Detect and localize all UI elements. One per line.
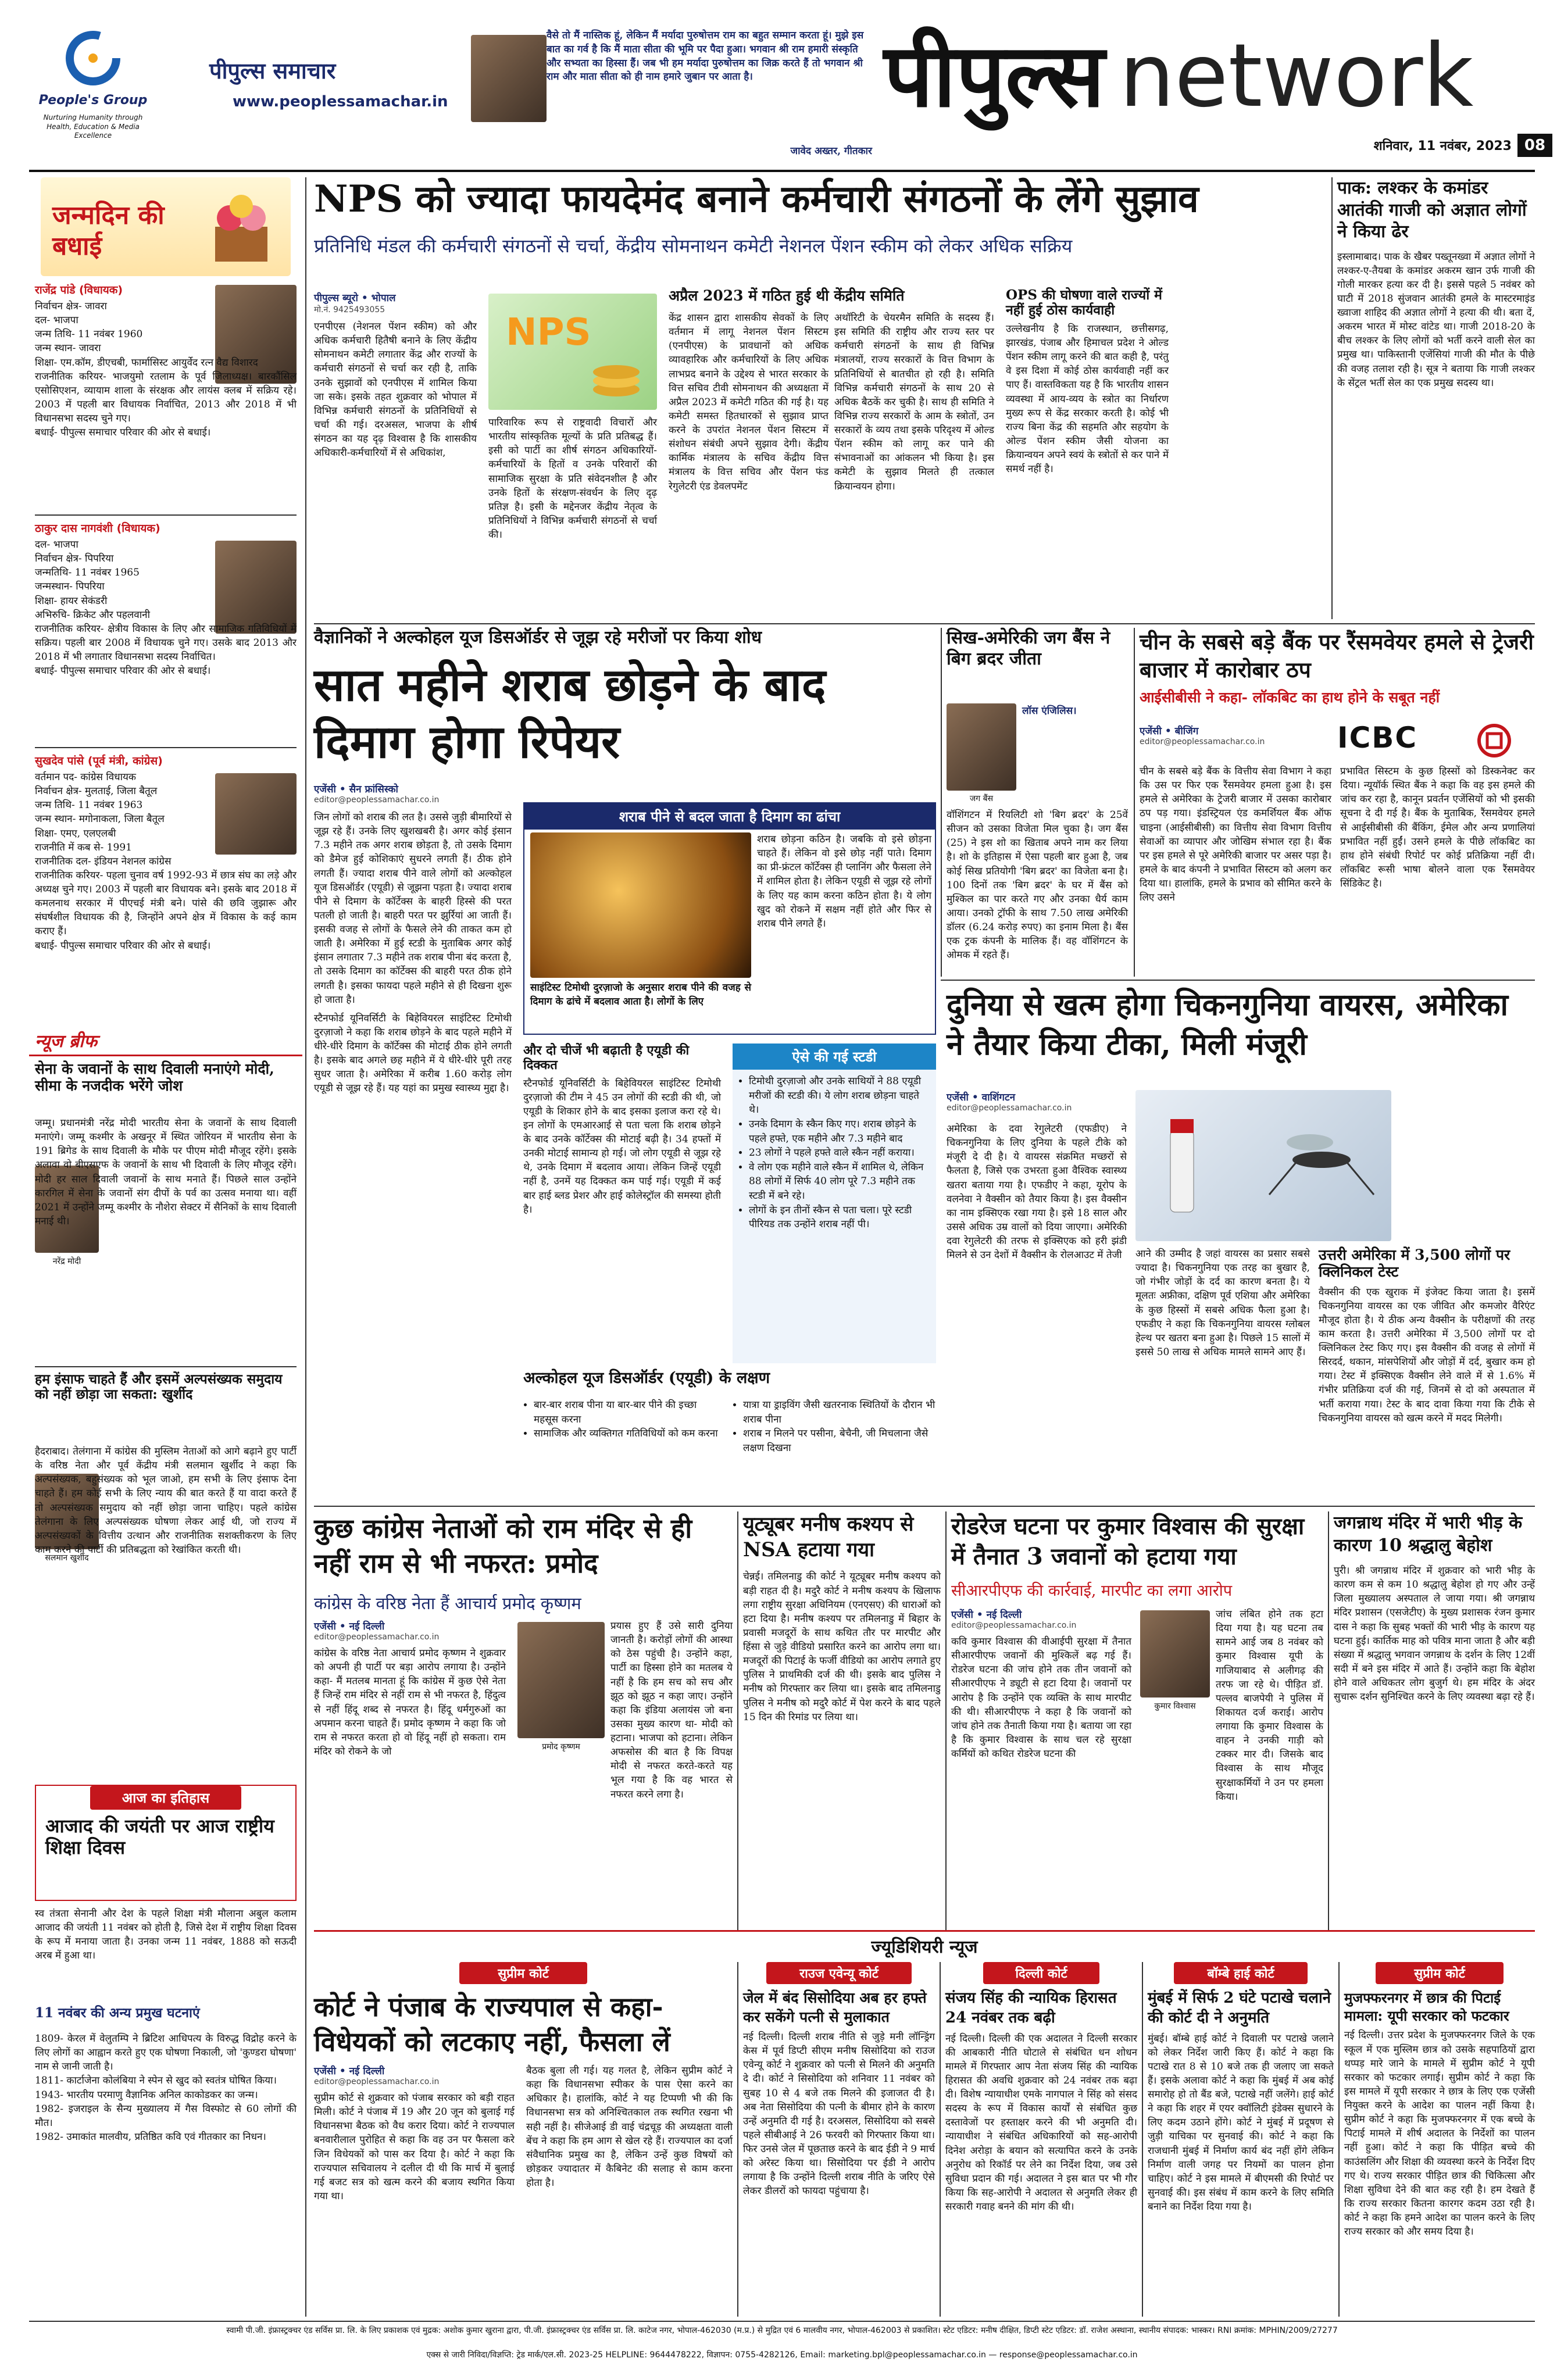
list-item: • उनके दिमाग के स्कैन किए गए। शराब छोड़ने के पहले हफ्ते, एक महीने और 7.3 महीने बाद [749,1117,930,1146]
delhi-tag: दिल्ली कोर्ट [983,1962,1099,1984]
brief-1-text: जम्मू। प्रधानमंत्री नरेंद्र मोदी भारतीय सेना के जवानों के साथ दिवाली मनाएंगे। जम्मू कश्मीर के अखनूर में स्थित जोरियन में भारतीय सेना के 191 ब्रिगेड के साथ दिवाली के मौके पर पीएम मोदी मौजूद रहेंगे। इसके अलावा वो बीएसएफ के जवानों के साथ भी दिवाली के लिए मौजूद रहेंगे। मोदी हर साल दिवाली जवानों के साथ मनाते हैं। पिछले साल उन्होंने कारगिल में सेना के जवानों संग दीपों के पर्व का उत्सव मनाया था। वहीं 2021 में उन्होंने जम्मू कश्मीर के नौशेरा सेक्टर में सैनिकों के साथ दिवाली मनाई थी। [35,1117,297,1227]
list-item: • शराब न मिलने पर पसीना, बेचैनी, जी मिचलाना जैसे लक्षण दिखना [743,1427,936,1455]
jag-bains-caption: जग बैंस [969,794,994,803]
brief-1-headline: सेना के जवानों के साथ दिवाली मनाएंगे मोदी, सीमा के नजदीक भरेंगे जोश [35,1060,274,1094]
brain-box-text: शराब छोड़ना कठिन है। जबकि वो इसे छोड़ना चाहते हैं। लेकिन वो इसे छोड़ नहीं पाते। दिमाग का प्री-फ्रंटल कॉर्टेक्स ही प्लानिंग और फैसला लेने में शामिल होता है। लेकिन एयूडी से जूझ रहे लोगों के लिए यह काम करना कठिन होता है। ये लोग खुद को रोकने में सक्षम नहीं होते और फिर से शराब पीने लगते हैं। [757,834,931,930]
column-rule [737,1962,738,2317]
column-rule [940,1962,941,2317]
chik-col2: आने की उम्मीद है जहां वायरस का प्रसार सबसे ज्यादा है। चिकनगुनिया एक तरह का बुखार है, जो गंभीर जोड़ों के दर्द का कारण बनता है। ये मूलतः अफ्रीका, दक्षिण पूर्व एशिया और अमेरिका के कुछ हिस्सों में सबसे अधिक फैला हुआ है। एफडीए ने कहा कि चिकनगुनिया वायरस ग्लोबल हेल्थ पर खतरा बना हुआ है। पिछले 15 सालों में इससे 50 लाख से अधिक मामले सामने आए हैं। [1135,1248,1310,1358]
masthead-rule [29,170,1535,172]
study-list [733,1070,936,1237]
jagannath-text: पुरी। श्री जगन्नाथ मंदिर में शुक्रवार को भारी भीड़ के कारण कम से कम 10 श्रद्धालु बेहोश हो गए और उन्हें जिला मुख्यालय अस्पताल ले जाया गया। श्री जगन्नाथ मंदिर प्रशासन (एसजेटीए) के मुख्य प्रशासक रंजन कुमार दास ने कहा कि सुबह भक्तों की भारी भीड़ के कारण यह घटना हुई। कार्तिक माह को पवित्र माना जाता है और बड़ी संख्या में श्रद्धालु भगवान जगन्नाथ के दर्शन के लिए 12वीं सदी में बने इस मंदिर में आते हैं। उन्होंने कहा कि बेहोश होने वाले अधिकतर लोग बुजुर्ग थे। हम मंदिर के अंदर सुचारू दर्शन सुनिश्चित करने के लिए व्यवस्था बढ़ा रहे हैं। [1334,1565,1535,1703]
divider [35,1366,297,1367]
birthday-person-2-details: दल- भाजपा निर्वाचन क्षेत्र- पिपरिया जन्मतिथि- 11 नवंबर 1965 जन्मस्थान- पिपरिया शिक्षा- हायर सेकंडरी अभिरुचि- क्रिकेट और पहलवानी राजनीतिक करियर- क्षेत्रीय विकास के लिए और सामाजिक गतिविधियों में सक्रिय। पहली बार 2008 में विधायक चुने गए। उसके बाद 2013 और 2018 में भी लगातार विधानसभा सदस्य निर्वाचित। बधाई- पीपुल्स समाचार परिवार की ओर से बधाई। [35,539,297,677]
nps-col4: OPS की घोषणा वाले राज्यों में नहीं हुई ठोस कार्यवाही उल्लेखनीय है कि राजस्थान, छत्तीसगढ़, झारखंड, पंजाब और हिमाचल प्रदेश ने ओल्ड पेंशन स्कीम लागू करने की बात कही है, परंतु वे इस दिशा में कोई ठोस कार्यवाही नहीं कर पाए हैं। वास्तविकता यह है कि भारतीय शासन व्यवस्था में आय-व्यय के स्त्रोत का निर्धारण मुख्य रूप से केंद्र सरकार करती है। कोई भी राज्य बिना केंद्र की सहमति और सहयोग के ओल्ड पेंशन स्कीम जैसी योजना का क्रियान्वयन अपने स्वयं के स्त्रोतों से कर पाने में समर्थ नहीं है। [1006,287,1169,476]
pak-story [1337,177,1535,619]
nps-subhead: प्रतिनिधि मंडल की कर्मचारी संगठनों से चर्चा, केंद्रीय सोमनाथन कमेटी नेशनल पेंशन स्कीम को लेकर अधिक सक्रिय [314,235,1073,257]
alcohol-headline: सात महीने शराब छोड़ने के बाद दिमाग होगा रिपेयर [314,659,826,769]
judiciary-bombay-story [1148,1962,1334,2317]
bank-story [1140,628,1535,977]
vaccine-vial-icon [1159,1113,1205,1218]
kumar-col1: एजेंसी • नई दिल्ली editor@peoplessamachar.co.in कवि कुमार विश्वास की वीआईपी सुरक्षा में तैनात सीआरपीएफ जवानों की मुश्किलें बढ़ गई हैं। रोडरेज घटना की जांच होने तक तीन जवानों को सीआरपीएफ ने ड्यूटी से हटा दिया है। जवानों पर आरोप है कि उन्होंने एक व्यक्ति के साथ मारपीट की थी। सीआरपीएफ ने कहा है कि जवानों को जांच होने तक तैनाती किया गया है। बताया जा रहा है कि कुमार विश्वास के साथ चल रहे सुरक्षा कर्मियों को कथित रोडरेज घटना की [951,1609,1131,1760]
ram-headline: कुछ कांग्रेस नेताओं को राम मंदिर से ही नहीं राम से भी नफरत: प्रमोद [314,1513,692,1579]
bank-col1: चीन के सबसे बड़े बैंक के वित्तीय सेवा विभाग ने कहा कि उस पर फिर एक रैंसमवेयर हमला हुआ है। इस हमले से अमेरिका के ट्रेजरी बाजार में उसका कारोबार ठप पड़ गया। इंडस्ट्रियल एंड कमर्शियल बैंक ऑफ चाइना (आईसीबीसी) का वित्तीय सेवा विभाग वित्तीय सेवाओं का व्यापार और जोखिम संभाल रहा है। बैंक पर इस हमले से पूरे अमेरिकी बाजार पर असर पड़ा है। हमले के बाद कंपनी ने प्रभावित सिस्टम को अलग कर दिया था। हालांकि, हमले के प्रभाव को सीमित करने के लिए उसने [1140,766,1331,904]
kumar-caption: कुमार विश्वास [1154,1702,1196,1711]
delhi-text: नई दिल्ली। दिल्ली की एक अदालत ने दिल्ली सरकार की आबकारी नीति घोटाले से संबंधित धन शोधन मामले में गिरफ्तार आप नेता संजय सिंह की न्यायिक हिरासत की अवधि शुक्रवार को 24 नवंबर तक बढ़ा दी। विशेष न्यायाधीश एमके नागपाल ने सिंह को संसद सदस्य के रूप में विकास कार्यों से संबंधित कुछ दस्तावेजों पर हस्ताक्षर करने की भी अनुमति दी। न्यायाधीश ने संबंधित अधिकारियों को सह-आरोपी दिनेश अरोड़ा के बयान को सत्यापित करने के उनके अनुरोध को रिकॉर्ड पर लेने का निर्देश दिया, जब उसे सुविधा प्रदान की गई। अदालत ने इस बात पर भी गौर किया कि सह-आरोपी ने अदालत से अनुमति लेकर ही सरकारी गवाह बनने की मांग की थी। [945,2032,1137,2213]
bank-col2: प्रभावित सिस्टम के कुछ हिस्सों को डिस्कनेक्ट कर दिया। न्यूयॉर्क स्थित बैंक ने कहा कि वह इस हमले की जांच कर रहा है, कानून प्रवर्तन एजेंसियों को भी इसकी सूचना दे दी गई है। बैंक के मुताबिक, रैंसमवेयर हमले से आईसीबीसी की बैंकिंग, ईमेल और अन्य प्रणालियां प्रभावित नहीं हुईं। उसने हमले के पीछे लॉकबिट का हाथ होने संबंधी रिपोर्ट पर कोई प्रतिक्रिया नहीं दी। लॉकबिट रूसी भाषा बोलने वाला एक रैंसमवेयर सिंडिकेट है। [1340,766,1535,889]
bank-byline-block: एजेंसी • बीजिंग editor@peoplessamachar.co.in [1140,726,1265,746]
ram-story [314,1511,733,1930]
brief-2-headline: हम इंसाफ चाहते हैं और इसमें अल्पसंख्यक समुदाय को नहीं छोड़ा जा सकता: खुर्शीद [35,1371,283,1403]
column-rule [1331,177,1333,619]
sc2-tag: सुप्रीम कोर्ट [1376,1962,1504,1984]
column-rule [305,177,306,2317]
bombay-tag: बॉम्बे हाई कोर्ट [1174,1962,1308,1984]
history-title: आजाद की जयंती पर आज राष्ट्रीय शिक्षा दिवस [45,1815,274,1859]
quote-text: वैसे तो मैं नास्तिक हूं, लेकिन मैं मर्यादा पुरुषोत्तम राम का बहुत सम्मान करता हूं। मुझे इस बात का गर्व है कि मैं माता सीता की भूमि पर पैदा हुआ। भगवान श्री राम हमारी संस्कृति और सभ्यता का हिस्सा हैं। जब भी हम मर्यादा पुरुषोत्तम का जिक्र करते हैं तो भगवान श्री राम और माता सीता को ही नाम हमारे जुबान पर आता है। [547,30,864,83]
sc2-text: नई दिल्ली। उत्तर प्रदेश के मुजफ्फरनगर जिले के एक स्कूल में एक मुस्लिम छात्र को उसके सहपाठियों द्वारा थप्पड़ मारे जाने के मामले में सुप्रीम कोर्ट ने यूपी सरकार को फटकार लगाई। सुप्रीम कोर्ट ने कहा कि इस मामले में यूपी सरकार ने छात्र के लिए एक एजेंसी नियुक्त करने के आदेश का पालन नहीं किया है। सुप्रीम कोर्ट ने कहा कि मुजफ्फरनगर में एक बच्चे के पिटाई मामले में शीर्ष अदालत के निर्देशों का पालन नहीं हुआ। कोर्ट ने कहा कि पीड़ित बच्चे की काउंसलिंग और शिक्षा की व्यवस्था करने के निर्देश दिए गए थे। राज्य सरकार पीड़ित छात्र की चिकित्सा और शिक्षा सुविधा देने की बात कह रही है। हम देखते हैं कि राज्य सरकार कितना कारगर कदम उठा रही है। कोर्ट ने कहा कि हमने आदेश का पालन करने के लिए राज्य सरकार को और समय दिया है। [1344,2029,1535,2238]
column-rule [1328,1511,1329,1930]
chik-side: उत्तरी अमेरिका में 3,500 लोगों पर क्लिनिकल टेस्ट वैक्सीन की एक खुराक में इंजेक्ट किया जाता है। इसमें चिकनगुनिया वायरस का एक जीवित और कमजोर वैरिएंट मौजूद होता है। ये ठीक अन्य वैक्सीन के परीक्षणों की तरह काम करता है। उत्तरी अमेरिका में 3,500 लोगों पर दो क्लिनिकल टेस्ट किए गए। इस वैक्सीन की वजह से लोगों में सिरदर्द, थकान, मांसपेशियों और जोड़ों में दर्द, बुखार कम हो गया। टेस्ट में इक्सिएक वैक्सीन लेने वाले में से 1.6% में गंभीर प्रतिक्रिया दर्ज की गई, जिनमें से दो को अस्पताल में भर्ती कराया गया। टेस्ट के बाद दावा किया गया कि टीके से चिकनगुनिया वायरस को खत्म करने में मदद मिलेगी। [1319,1246,1535,1424]
jagannath-headline: जगन्नाथ मंदिर में भारी भीड़ के कारण 10 श्रद्धालु बेहोश [1334,1513,1523,1556]
row-rule [314,1506,1535,1507]
nps-col2: पारिवारिक रूप से राष्ट्रवादी विचारों और भारतीय सांस्कृतिक मूल्यों के प्रति प्रतिबद्ध हैं। इसी को पार्टी का शीर्ष संगठन अधिकारियों-कर्मचारियों के हितों व उनके परिवारों की सामाजिक सुरक्षा के प्रति संवेदनशील है और उनके हितों के संरक्षण-संवर्धन के लिए दृढ़ प्रतिज्ञ है। इसी के मद्देनजर केंद्रीय नेतृत्व के प्रतिनिधियों ने विभिन्न कर्मचारी संगठनों से चर्चा की। [488,417,657,541]
youtuber-story [743,1511,941,1930]
judiciary-sc-story [314,1962,733,2317]
group-name: People's Group [38,93,148,108]
column-rule [737,1511,738,1930]
sikh-text: वॉशिंगटन में रियलिटी शो 'बिग ब्रदर' के 25वें सीजन को उसका विजेता मिल चुका है। जग बैंस (25) ने इस शो का खिताब अपने नाम कर लिया है। शो के इतिहास में ऐसा पहली बार हुआ है, जब कोई सिख प्रतियोगी 'बिग ब्रदर' का विजेता बना है। 100 दिनों तक 'बिग ब्रदर' के घर में बैंस को मुश्किल का पार करते गए और उनका धैर्य काम आया। उनको ट्रॉफी के साथ 7.50 लाख अमेरिकी डॉलर (6.24 करोड़ रुपए) का इनाम मिला है। बैंस एक ट्रक कंपनी के मालिक हैं। वह वॉशिंगटन के ओमक में रहते हैं। [947,809,1128,962]
sc-tag: सुप्रीम कोर्ट [459,1962,587,1984]
quote-author: जावेद अख्तर, गीतकार [790,145,872,157]
bank-subhead: आईसीबीसी ने कहा- लॉकबिट का हाथ होने के सबूत नहीं [1140,689,1440,706]
events-title: 11 नवंबर की अन्य प्रमुख घटनाएं [35,2005,200,2021]
sc-col2: बैठक बुला ली गई। यह गलत है, लेकिन सुप्रीम कोर्ट ने कहा कि विधानसभा स्पीकर के पास ऐसा करने का अधिकार है। हालांकि, कोर्ट ने यह टिप्पणी भी की कि विधानसभा सत्र को अनिश्चितकाल तक स्थगित रखना भी सही नहीं है। सीजेआई डी वाई चंद्रचूड़ की अध्यक्षता वाली बेंच ने कहा कि हम आग से खेल रहे हैं। राज्यपाल का दर्जा संवैधानिक प्रमुख का है, लेकिन उन्हें कुछ विषयों को छोड़कर ज्यादातर में कैबिनेट की सलाह से काम करना होता है। [526,2065,733,2189]
brain-box-caption: साइंटिस्ट टिमोथी दुरज़ाजो के अनुसार शराब पीने की वजह से दिमाग के ढांचे में बदलाव आता है। लोगों के लिए [530,982,751,1008]
divider [35,747,297,748]
ram-col1: एजेंसी • नई दिल्ली editor@peoplessamachar.co.in कांग्रेस के वरिष्ठ नेता आचार्य प्रमोद कृष्णम ने शुक्रवार को अपनी ही पार्टी पर बड़ा आरोप लगाया है। उन्होंने कहा- मैं मतलब मानता हूं कि कांग्रेस में कुछ ऐसे नेता हैं जिन्हें राम मंदिर से नहीं राम से भी नफरत है, हिंदुत्व से नहीं हिंदू शब्द से नफरत है। हिंदू धर्मगुरुओं का अपमान करना चाहते हैं। प्रमोद कृष्णम ने कहा कि जो राम से नफरत करता हो वो हिंदू नहीं हो सकता। राम मंदिर को रोकने के जो [314,1621,506,1757]
column-rule [1134,628,1135,977]
nps-headline: NPS को ज्यादा फायदेमंद बनाने कर्मचारी संगठनों के लेंगे सुझाव [314,177,1199,221]
kumar-col2: जांच लंबित होने तक हटा दिया गया है। यह घटना तब सामने आई जब 8 नवंबर को कुमार विश्वास यूपी के गाजियाबाद से अलीगढ़ की तरफ जा रहे थे। पीड़ित डॉ. पल्लव बाजपेयी ने पुलिस में शिकायत दर्ज कराई। आरोप लगाया कि कुमार विश्वास के वाहन ने उनकी गाड़ी को टक्कर मार दी। जिसके बाद विश्वास के साथ मौजूद सुरक्षाकर्मियों ने उन पर हमला किया। [1216,1609,1323,1803]
rouse-text: नई दिल्ली। दिल्ली शराब नीति से जुड़े मनी लॉन्ड्रिंग केस में पूर्व डिप्टी सीएम मनीष सिसोदिया को राउज एवेन्यू कोर्ट ने शुक्रवार को पत्नी से मिलने की अनुमति दे दी। कोर्ट ने सिसोदिया को शनिवार 11 नवंबर को सुबह 10 से 4 बजे तक मिलने की इजाजत दी है। अब नेता सिसोदिया की पत्नी के बीमार होने के कारण उन्हें अनुमति दी गई है। दरअसल, सिसोदिया को सबसे पहले सीबीआई ने 26 फरवरी को गिरफ्तार किया था। फिर उनसे जेल में पूछताछ करने के बाद ईडी ने 9 मार्च को अरेस्ट किया था। सिसोदिया पर ईडी ने आरोप लगाया है कि उन्होंने दिल्ली शराब नीति के जरिए ऐसे लेकर डीलरों को फायदा पहुंचाया है। [743,2031,935,2197]
history-section [29,1785,302,2314]
icbc-emblem-icon [1477,723,1512,758]
delhi-headline: संजय सिंह की न्यायिक हिरासत 24 नवंबर तक बढ़ी [945,1989,1117,2027]
birthday-header: जन्मदिन की बधाई [41,177,291,276]
sikh-story [947,628,1128,977]
masthead [23,17,1546,163]
icbc-logo: ICBC [1337,721,1535,762]
row-rule [941,980,1535,981]
network-title [884,23,1535,140]
quote-box [547,29,872,163]
study-box: ऐसे की गई स्टडी • टिमोथी दुरज़ाजो और उनके साथियों ने 88 एयूडी मरीजों की स्टडी की। ये लोग शराब छोड़ना चाहते थे। • उनके दिमाग के स्कैन किए गए। शराब छोड़ने के पहले हफ्ते, एक महीने और 7.3 महीने बाद • 23 लोगों ने पहले हफ्ते वाले स्कैन नहीं कराया। • वे लोग एक महीने वाले स्कैन में शामिल थे, लेकिन 88 लोगों में सिर्फ 40 लोग पूरे 7.3 महीने तक स्टडी में बने रहे। • लोगों के इन तीनों स्कैन से पता चला। पूरे स्टडी पीरियड तक उन्होंने शराब नहीं पी। [733,1044,936,1363]
pramod-caption: प्रमोद कृष्णम [542,1742,580,1752]
footer-contacts: एक्स से जारी निविदा/विज्ञप्ति: ट्रेड मार्क/एल.सी. 2023-25 HELPLINE: 9644478222, विज्ञापन: 0755-4282126, Email: marketing.bpl@peoplessamachar.co.in — response@peoplessamachar.co.in [426,2350,1138,2360]
coins-icon [587,349,645,401]
rouse-headline: जेल में बंद सिसोदिया अब हर हफ्ते कर सकेंगे पत्नी से मुलाकात [743,1989,927,2025]
kumar-story [951,1511,1323,1930]
event-item: 1982- उमाकांत मालवीय, प्रतिष्ठित कवि एवं गीतकार का निधन। [35,2131,266,2143]
bank-headline: चीन के सबसे बड़े बैंक पर रैंसमवेयर हमले से ट्रेजरी बाजार में कारोबार ठप [1140,629,1534,683]
bombay-text: मुंबई। बॉम्बे हाई कोर्ट ने दिवाली पर पटाखे जलाने को लेकर निर्देश जारी किए हैं। कोर्ट ने कहा कि पटाखे रात 8 से 10 बजे तक ही जलाए जा सकते हैं। इसके अलावा कोर्ट ने कहा कि मुंबई में अब कोई समारोह हो तो बैंड बजे, पटाखे नहीं जलेंगे। हाई कोर्ट ने कहा कि शहर में एयर क्वॉलिटी इंडेक्स सुधारने के लिए कदम उठाने होंगे। कोर्ट ने मुंबई में प्रदूषण से जुड़ी याचिका पर सुनवाई की। कोर्ट ने कहा कि राजधानी मुंबई में निर्माण कार्य बंद नहीं होंगे लेकिन निर्माण वाली जगह पर नियमों का पालन होना चाहिए। कोर्ट ने इस मामले में बीएमसी की रिपोर्ट पर सुनवाई की। इस संबंध में काम करने के लिए समिति बनाने का निर्देश दिया गया है। [1148,2032,1334,2213]
news-brief-section [29,1026,302,1776]
symptoms-left [523,1398,721,1441]
column-rule [945,1511,947,1930]
sikh-headline: सिख-अमेरिकी जग बैंस ने बिग ब्रदर जीता [947,628,1110,669]
event-item: 1982- इजराइल के सैन्य मुख्यालय में गैस विस्फोट से 60 लोगों की मौत। [35,2103,297,2129]
nps-col3: अप्रैल 2023 में गठित हुई थी केंद्रीय समिति केंद्र शासन द्वारा शासकीय सेवकों के लिए वर्तमान में लागू नेशनल पेंशन सिस्टम (एनपीएस) के प्रावधानों को अधिक व्यावहारिक और कर्मचारियों के लिए अधिक लाभप्रद बनाने के उद्देश्य से भारत सरकार के वित्त सचिव टीवी सोमनाथन की अध्यक्षता में अप्रैल 2023 में कमेटी गठित की गई है। यह कमेटी समस्त हितधारकों से सुझाव प्राप्त करने के उपरांत नेशनल पेंशन सिस्टम में संशोधन संबंधी अपने सुझाव देगी। केंद्रीय कार्मिक मंत्रालय के सचिव केंद्रीय वित्त मंत्रालय के वित्त सचिव और पेंशन फंड रेगुलेटरी एंड डेवलपमेंट अथॉरिटी के चेयरमैन समिति के सदस्य हैं। इस समिति की राष्ट्रीय और राज्य स्तर पर कर्मचारी संगठनों के साथ ही विभिन्न मंत्रालयों, राज्य सरकारों के वित्त विभाग के प्रतिनिधियों से बातचीत हो रही है। समिति विभिन्न कर्मचारी संगठनों के साथ 20 से अधिक बैठकें कर चुकी है। साथ ही समिति ने विभिन्न राज्य सरकारों के आम के स्त्रोतों, उन सरकारों के व्यय तथा इसके परिदृश्य में ओल्ड पेंशन स्कीम को लागू कर पाने की संभावनाओं का आंकलन भी किया है। इस कमेटी के सुझाव मिलते ही तत्काल क्रियान्वयन होगा। [669,287,994,492]
sc2-headline: मुजफ्फरनगर में छात्र की पिटाई मामला: यूपी सरकार को फटकार [1344,1989,1509,2025]
divider [35,514,297,516]
gift-basket-icon [203,186,279,267]
list-item: • यात्रा या ड्राइविंग जैसी खतरनाक स्थितियों के दौरान भी शराब पीना [743,1398,936,1427]
birthday-section [29,177,302,1020]
list-item: • लोगों के इन तीनों स्कैन से पता चला। पूरे स्टडी पीरियड तक उन्होंने शराब नहीं पी। [749,1203,930,1232]
kumar-headline: रोडरेज घटना पर कुमार विश्वास की सुरक्षा में तैनात 3 जवानों को हटाया गया [951,1513,1305,1570]
birthday-person-3-details: वर्तमान पद- कांग्रेस विधायक निर्वाचन क्षेत्र- मुलताई, जिला बैतूल जन्म तिथि- 11 नवंबर 1963 जन्म स्थान- मगोनाकला, जिला बैतूल शिक्षा- एमए, एलएलबी राजनीति में कब से- 1991 राजनीतिक दल- इंडियन नेशनल कांग्रेस राजनीतिक करियर- पहला चुनाव वर्ष 1992-93 में छात्र संघ का लड़े और अध्यक्ष चुने गए। 2003 में पहली बार विधायक बने। इसके बाद 2018 में कमलनाथ सरकार में पीएचई मंत्री बने। पांसे की छवि जुझारू और संघर्षशील विधायक की है, जिन्होंने अपने क्षेत्र में विकास के कई काम कराए हैं। बधाई- पीपुल्स समाचार परिवार की ओर से बधाई। [35,771,297,952]
birthday-person-1: राजेंद्र पांडे (विधायक) [35,284,123,296]
group-logo-icon [58,29,128,87]
alcohol-col1: एजेंसी • सैन फ्रांसिस्को editor@peoplessamachar.co.in जिन लोगों को शराब की लत है। उससे जुड़ी बीमारियों से जूझ रहे हैं। उनके लिए खुशखबरी है। अगर कोई इंसान 7.3 महीने तक अगर शराब छोड़ता है, तो उसके दिमाग को डैमेज हुई कोशिकाएं सुधरने लगती हैं। ठीक होने लगती हैं। ज्यादा शराब पीने वाले लोगों को अल्कोहल यूज डिसऑर्डर (एयूडी) से जूझना पड़ता है। ज्यादा शराब पीने से दिमाग के कॉर्टेक्स के बाहरी हिस्से की परत पतली हो जाती है। बाहरी परत पर झुर्रियां आ जाती हैं। इसकी वजह से लोगों के फैसले लेने की ताकत कम हो जाती है। अमेरिका में हुई स्टडी के मुताबिक अगर कोई इंसान लगातार 7.3 महीने तक शराब पीना बंद करता है, तो उसके दिमाग का कॉर्टेक्स की बाहरी परत ठीक होने लगती है। इसका फायदा पहले महीने से ही दिखना शुरू हो जाता है। स्टैनफोर्ड यूनिवर्सिटी के बिहेवियरल साइंटिस्ट टिमोथी दुरज़ाजो ने कहा कि शराब छोड़ने के बाद पहले महीने में धीरे-धीरे दिमाग के कॉर्टेक्स की मोटाई ठीक होने लगती है। इसके बाद अगले छह महीने में ये धीरे-धीरे पूरी तरह सुधर जाता है। अमेरिका में करीब 1.60 करोड़ लोग एयूडी से जूझ रहे हैं। यह यहां का प्रमुख स्वास्थ्य मुद्दा है। [314,784,512,1095]
chik-headline: दुनिया से खत्म होगा चिकनगुनिया वायरस, अमेरिका ने तैयार किया टीका, मिली मंजूरी [947,987,1508,1062]
judiciary-sc2-story [1344,1962,1535,2317]
date: शनिवार, 11 नवंबर, 2023 [1373,139,1512,153]
bombay-headline: मुंबई में सिर्फ 2 घंटे पटाखे चलाने की कोर्ट दी ने अनुमति [1148,1989,1331,2027]
birthday-person-3: सुखदेव पांसे (पूर्व मंत्री, कांग्रेस) [35,755,163,767]
chik-col1: अमेरिका के दवा रेगुलेटरी (एफडीए) ने चिकनगुनिया के लिए दुनिया के पहले टीके को मंजूरी दे दी है। ये वायरस संक्रमित मच्छरों से फैलता है, जिसे एक उभरता हुआ वैश्विक स्वास्थ्य खतरा बताया गया है। एफडीए ने कहा, यूरोप के वलनेवा ने वैक्सीन को तैयार किया है। इस वैक्सीन का नाम इक्सिएक रखा गया है। इसे 18 साल और उससे अधिक उम्र वालों को दिया जाएगा। अमेरिकी दवा रेगुलेटरी की तरफ से इक्सिएक को हरी झंडी मिलने से उन देशों में वैक्सीन के रोलआउट में तेजी [947,1123,1127,1262]
website[interactable]: www.peoplessamachar.in [233,93,448,110]
judiciary-rouse-story [743,1962,935,2317]
jagannath-story [1334,1511,1535,1930]
sc-col1: एजेंसी • नई दिल्ली editor@peoplessamachar.co.in सुप्रीम कोर्ट से शुक्रवार को पंजाब सरकार को बड़ी राहत मिली। कोर्ट ने पंजाब में 19 और 20 जून को बुलाई गई विधानसभा बैठक को वैध करार दिया। कोर्ट ने राज्यपाल बनवारीलाल पुरोहित से कहा कि वह उन पर फैसला करे जिन विधेयकों को पास कर दिया है। कोर्ट ने कहा कि राज्यपाल सचिवालय ने दलील दी थी कि मार्च में बुलाई गई बजट सत्र को खत्म करने की बजाय स्थगित किया गया था। [314,2065,515,2202]
list-item: • 23 लोगों ने पहले हफ्ते वाले स्कैन नहीं कराया। [749,1146,930,1160]
row-rule [314,623,1535,624]
peoples-group-logo [35,29,151,157]
list-item: • वे लोग एक महीने वाले स्कैन में शामिल थे, लेकिन 88 लोगों में सिर्फ 40 लोग पूरे 7.3 महीने तक स्टडी में बने रहे। [749,1160,930,1203]
events-list [35,2032,297,2311]
alcohol-story [314,628,936,1500]
alcohol-col2: और दो चीजें भी बढ़ाती है एयूडी की दिक्कत स्टैनफोर्ड यूनिवर्सिटी के बिहेवियरल साइंटिस्ट टिमोथी दुरज़ाजो की टीम ने 45 उन लोगों की स्टडी की थी, जो एयूडी के शिकार होने के बाद इसका इलाज करा रहे थे। इन लोगों के एमआरआई से पता चला कि शराब छोड़ने के बाद उनके कॉर्टेक्स की मोटाई बढ़ी है। 34 हफ्तों में उनकी मोटाई सामान्य हो गई। जो लोग एयूडी से जूझ रहे थे, उनके दिमाग में बदलाव आया। लेकिन जिन्हें एयूडी नहीं है, उनमें यह दिक्कत कम पाई गई। एयूडी में कई बार हाई ब्लड प्रेशर और हाई कोलेस्ट्रॉल की समस्या होती है। [523,1043,721,1216]
footer-rule [29,2321,1535,2322]
whisky-image [530,832,751,978]
symptoms-right [733,1398,936,1456]
ram-col2: प्रयास हुए हैं उसे सारी दुनिया जानती है। करोड़ों लोगों की आस्था को ठेस पहुंची है। उन्होंने कहा, पार्टी का हिस्सा होने का मतलब ये नहीं है कि हम सच को सच और झूठ को झूठ न कहा जाए। उन्होंने कहा कि इंडिया अलायंस जो बना उसका मुख्य कारण था- मोदी को हटाना। भाजपा को हटाना। लेकिन अफसोस की बात है कि विपक्ष मोदी से नफरत करते-करते यह भूल गया है कि वह भारत से नफरत करने लगा है। [610,1620,733,1800]
alcohol-brain-box: शराब पीने से बदल जाता है दिमाग का ढांचा साइंटिस्ट टिमोथी दुरज़ाजो के अनुसार शराब पीने की वजह से दिमाग के ढांचे में बदलाव आता है। लोगों के लिए शराब छोड़ना कठिन है। जबकि वो इसे छोड़ना चाहते हैं। लेकिन वो इसे छोड़ नहीं पाते। दिमाग का प्री-फ्रंटल कॉर्टेक्स ही प्लानिंग और फैसला लेने में शामिल होता है। लेकिन एयूडी से जूझ रहे लोगों के लिए यह काम करना कठिन होता है। ये लोग खुद को रोकने में सक्षम नहीं होते और फिर से शराब पीने लगते हैं। [523,802,936,1035]
list-item: • टिमोथी दुरज़ाजो और उनके साथियों ने 88 एयूडी मरीजों की स्टडी की। ये लोग शराब छोड़ना चाहते थे। [749,1074,930,1117]
column-rule [1142,1962,1143,2317]
nps-image: NPS [488,294,657,410]
salman-caption: सलमान खुर्शीद [45,1553,89,1563]
judiciary-delhi-story [945,1962,1137,2317]
youtuber-text: चेन्नई। तमिलनाडु की कोर्ट ने यूट्यूबर मनीष कश्यप को बड़ी राहत दी है। मदुरै कोर्ट ने मनीष कश्यप के खिलाफ लगा राष्ट्रीय सुरक्षा अधिनियम (एनएसए) की धाराओं को हटा दिया है। मनीष कश्यप पर तमिलनाडु में बिहार के प्रवासी मजदूरों के साथ कथित तौर पर मारपीट और हिंसा से जुड़े वीडियो प्रसारित करने का आरोप लगा था। मजदूरों की पिटाई के फर्जी वीडियो का आरोप लगाते हुए पुलिस ने प्राथमिकी दर्ज की थी। इसके बाद पुलिस ने मनीष को गिरफ्तार कर लिया था। इसके बाद तमिलनाडु पुलिस ने मनीष को मदुरै कोर्ट में पेश करने के बाद पहले 15 दिन की रिमांड पर लिया था। [743,1571,941,1723]
footer-imprint: स्वामी पी.जी. इंफ्रास्ट्रक्चर एंड सर्विस प्रा. लि. के लिए प्रकाशक एवं मुद्रक: अशोक कुमार खुराना द्वारा, पी.जी. इंफ्रास्ट्रक्चर एंड सर्विस प्रा. लि. काटेज नगर, भोपाल-462030 (म.प्र.) से मुद्रित एवं 6 मालवीय नगर, भोपाल-462003 से प्रकाशित। स्टेट एडिटर: मनीष दीक्षित, डिप्टी स्टेट एडिटर: डॉ. राजेश अस्थाना, स्थानीय संपादक: भास्कर। RNI क्रमांक: MPHIN/2009/27277 [226,2326,1338,2335]
event-item: 1811- कार्टाजेना कोलंबिया ने स्पेन से खुद को स्वतंत्र घोषित किया। [35,2075,277,2087]
list-item: • सामाजिक और व्यक्तिगत गतिविधियों को कम करना [534,1427,721,1441]
mosquito-vaccine-image [1135,1090,1391,1241]
list-item: • बार-बार शराब पीना या बार-बार पीने की इच्छा महसूस करना [534,1398,721,1427]
sikh-byline: लॉस एंजिलिस। [1022,705,1077,717]
paper-logo: पीपुल्स समाचार [209,58,336,84]
pak-headline: पाक: लश्कर के कमांडर आतंकी गाजी को अज्ञात लोगों ने किया ढेर [1337,178,1527,242]
birthday-person-1-details: निर्वाचन क्षेत्र- जावरा दल- भाजपा जन्म तिथि- 11 नवंबर 1960 जन्म स्थान- जावरा शिक्षा- एम.कॉम, डीएचबी, फार्मासिस्ट आयुर्वेद रत्न वैद्य विशारद राजनीतिक करियर- भाजयुमो रतलाम के पूर्व जिलाध्यक्ष। बारकौंसिल एसोसिएशन, व्यायाम शाला के संरक्षक और लायंस क्लब में सक्रिय रहे। 2003 में पहली बार विधायक निर्वाचित, 2013 और 2018 में भी विधानसभा सदस्य चुने गए। बधाई- पीपुल्स समाचार परिवार की ओर से बधाई। [35,301,297,439]
sc-headline: कोर्ट ने पंजाब के राज्यपाल से कहा- विधेयकों को लटकाए नहीं, फैसला लें [314,1991,670,2057]
alcohol-kicker: वैज्ञानिकों ने अल्कोहल यूज डिसऑर्डर से जूझ रहे मरीजों पर किया शोध [314,627,762,648]
title-hindi: पीपुल्स [884,24,1105,127]
symptoms-box: अल्कोहल यूज डिसऑर्डर (एयूडी) के लक्षण • बार-बार शराब पीना या बार-बार पीने की इच्छा महसूस करना • सामाजिक और व्यक्तिगत गतिविधियों को कम करना • यात्रा या ड्राइविंग जैसी खतरनाक स्थितियों के दौरान भी शराब पीना • शराब न मिलने पर पसीना, बेचैनी, जी मिचलाना जैसे लक्षण दिखना [523,1369,936,1497]
column-rule [941,628,942,977]
news-brief-label: न्यूज ब्रीफ [29,1026,302,1056]
event-item: 1809- केरल में वेलुतम्पि ने ब्रिटिश आधिपत्य के विरुद्ध विद्रोह करने के लिए लोगों का आह्वान करते हुए एक घोषणा निकाली, जो 'कुण्डरा घोषणा' नाम से जानी जाती है। [35,2033,297,2073]
birthday-person-2: ठाकुर दास नागवंशी (विधायक) [35,522,160,535]
group-tagline: Nurturing Humanity through Health, Education & Media Excellence [43,113,143,140]
ram-subhead: कांग्रेस के वरिष्ठ नेता हैं आचार्य प्रमोद कृष्णम [314,1593,581,1613]
jag-bains-photo [947,703,1016,791]
title-network: network [1119,26,1474,127]
modi-caption: नरेंद्र मोदी [52,1257,81,1266]
rouse-tag: राउज एवेन्यू कोर्ट [766,1962,912,1984]
kumar-subhead: सीआरपीएफ की कार्रवाई, मारपीट का लगा आरोप [951,1582,1233,1600]
history-label: आज का इतिहास [90,1786,241,1810]
event-item: 1943- भारतीय परमाणु वैज्ञानिक अनिल काकोडकर का जन्म। [35,2089,258,2101]
column-rule [1338,1962,1340,2317]
judiciary-banner: ज्यूडिशियरी न्यूज [314,1930,1535,1959]
brief-2-text: हैदराबाद। तेलंगाना में कांग्रेस की मुस्लिम नेताओं को आगे बढ़ाने हुए पार्टी के वरिष्ठ नेता और पूर्व केंद्रीय मंत्री सलमान खुर्शीद ने कहा कि अल्पसंख्यक, बहुसंख्यक को भूल जाओ, हम सभी के लिए इंसाफ देना चाहते हैं। हम कोई सभी के लिए न्याय की बात करते हैं या वादा करते हैं तो अल्पसंख्यक समुदाय को नहीं छोड़ा जाना चाहिए। पहले कांग्रेस तेलंगाना के लिए अल्पसंख्यक घोषणा लेकर आई थी, जो राज्य में अल्पसंख्यकों के वित्तीय उत्थान और राजनीतिक सशक्तीकरण के लिए काम करने की पार्टी की प्रतिबद्धता को रेखांकित करती थी। [35,1446,297,1556]
chikungunya-story [947,985,1535,1497]
mosquito-icon [1263,1113,1380,1206]
javed-akhtar-photo [471,35,547,122]
chik-byline-block: एजेंसी • वाशिंगटन editor@peoplessamachar.co.in [947,1092,1072,1113]
history-text: स्व तंत्रता सेनानी और देश के पहले शिक्षा मंत्री मौलाना अबुल कलाम आजाद की जयंती 11 नवंबर को होती है, जिसे देश में राष्ट्रीय शिक्षा दिवस के रूप में मनाया जाता है। उनका जन्म 11 नवंबर, 1888 को सऊदी अरब में हुआ था। [35,1908,297,1962]
nps-story [314,177,1326,619]
page-number: 08 [1517,134,1552,157]
pak-text: इस्लामाबाद। पाक के खैबर पख्तूनख्वा में अज्ञात लोगों ने लश्कर-ए-तैयबा के कमांडर अकरम खान उर्फ गाजी की गोली मारकर हत्या कर दी है। इससे पहले 5 नवंबर को घाटी में 2018 सुंजवान आतंकी हमले के मास्टरमाइंड ख्वाजा शाहिद की अज्ञात लोगों ने हत्या की थी। बता दें, अकरम भारत में मोस्ट वांटेड था। गाजी 2018-20 के बीच लश्कर के लिए लोगों को भर्ती करने वाली सेल का प्रमुख था। पाकिस्तानी एजेंसियां गाजी की मौत के पीछे की वजह तलाश रही है। सूत्र ने बताया कि गाजी लश्कर के सेंट्रल भर्ती सेल का एक प्रमुख सदस्य था। [1337,251,1535,389]
nps-col1: पीपुल्स ब्यूरो • भोपाल मो.नं. 9425493055 एनपीएस (नेशनल पेंशन स्कीम) को और अधिक कर्मचारी हितैषी बनाने के लिए केंद्रीय सोमनाथन कमेटी लगातार केंद्र और राज्यों के कर्मचारी संगठनों से चर्चा कर रही है, ताकि उनके सुझावों को एनपीएस में शामिल किया जा सके। इसके तहत शुक्रवार को भोपाल में विभिन्न कर्मचारी संगठनों के प्रतिनिधियों से चर्चा की गई। दरअसल, भाजपा के शीर्ष संगठन का यह दृढ़ विश्वास है कि शासकीय अधिकारी-कर्मचारियों में से अधिकांश, [314,292,477,459]
youtuber-headline: यूट्यूबर मनीष कश्यप से NSA हटाया गया [743,1513,914,1562]
